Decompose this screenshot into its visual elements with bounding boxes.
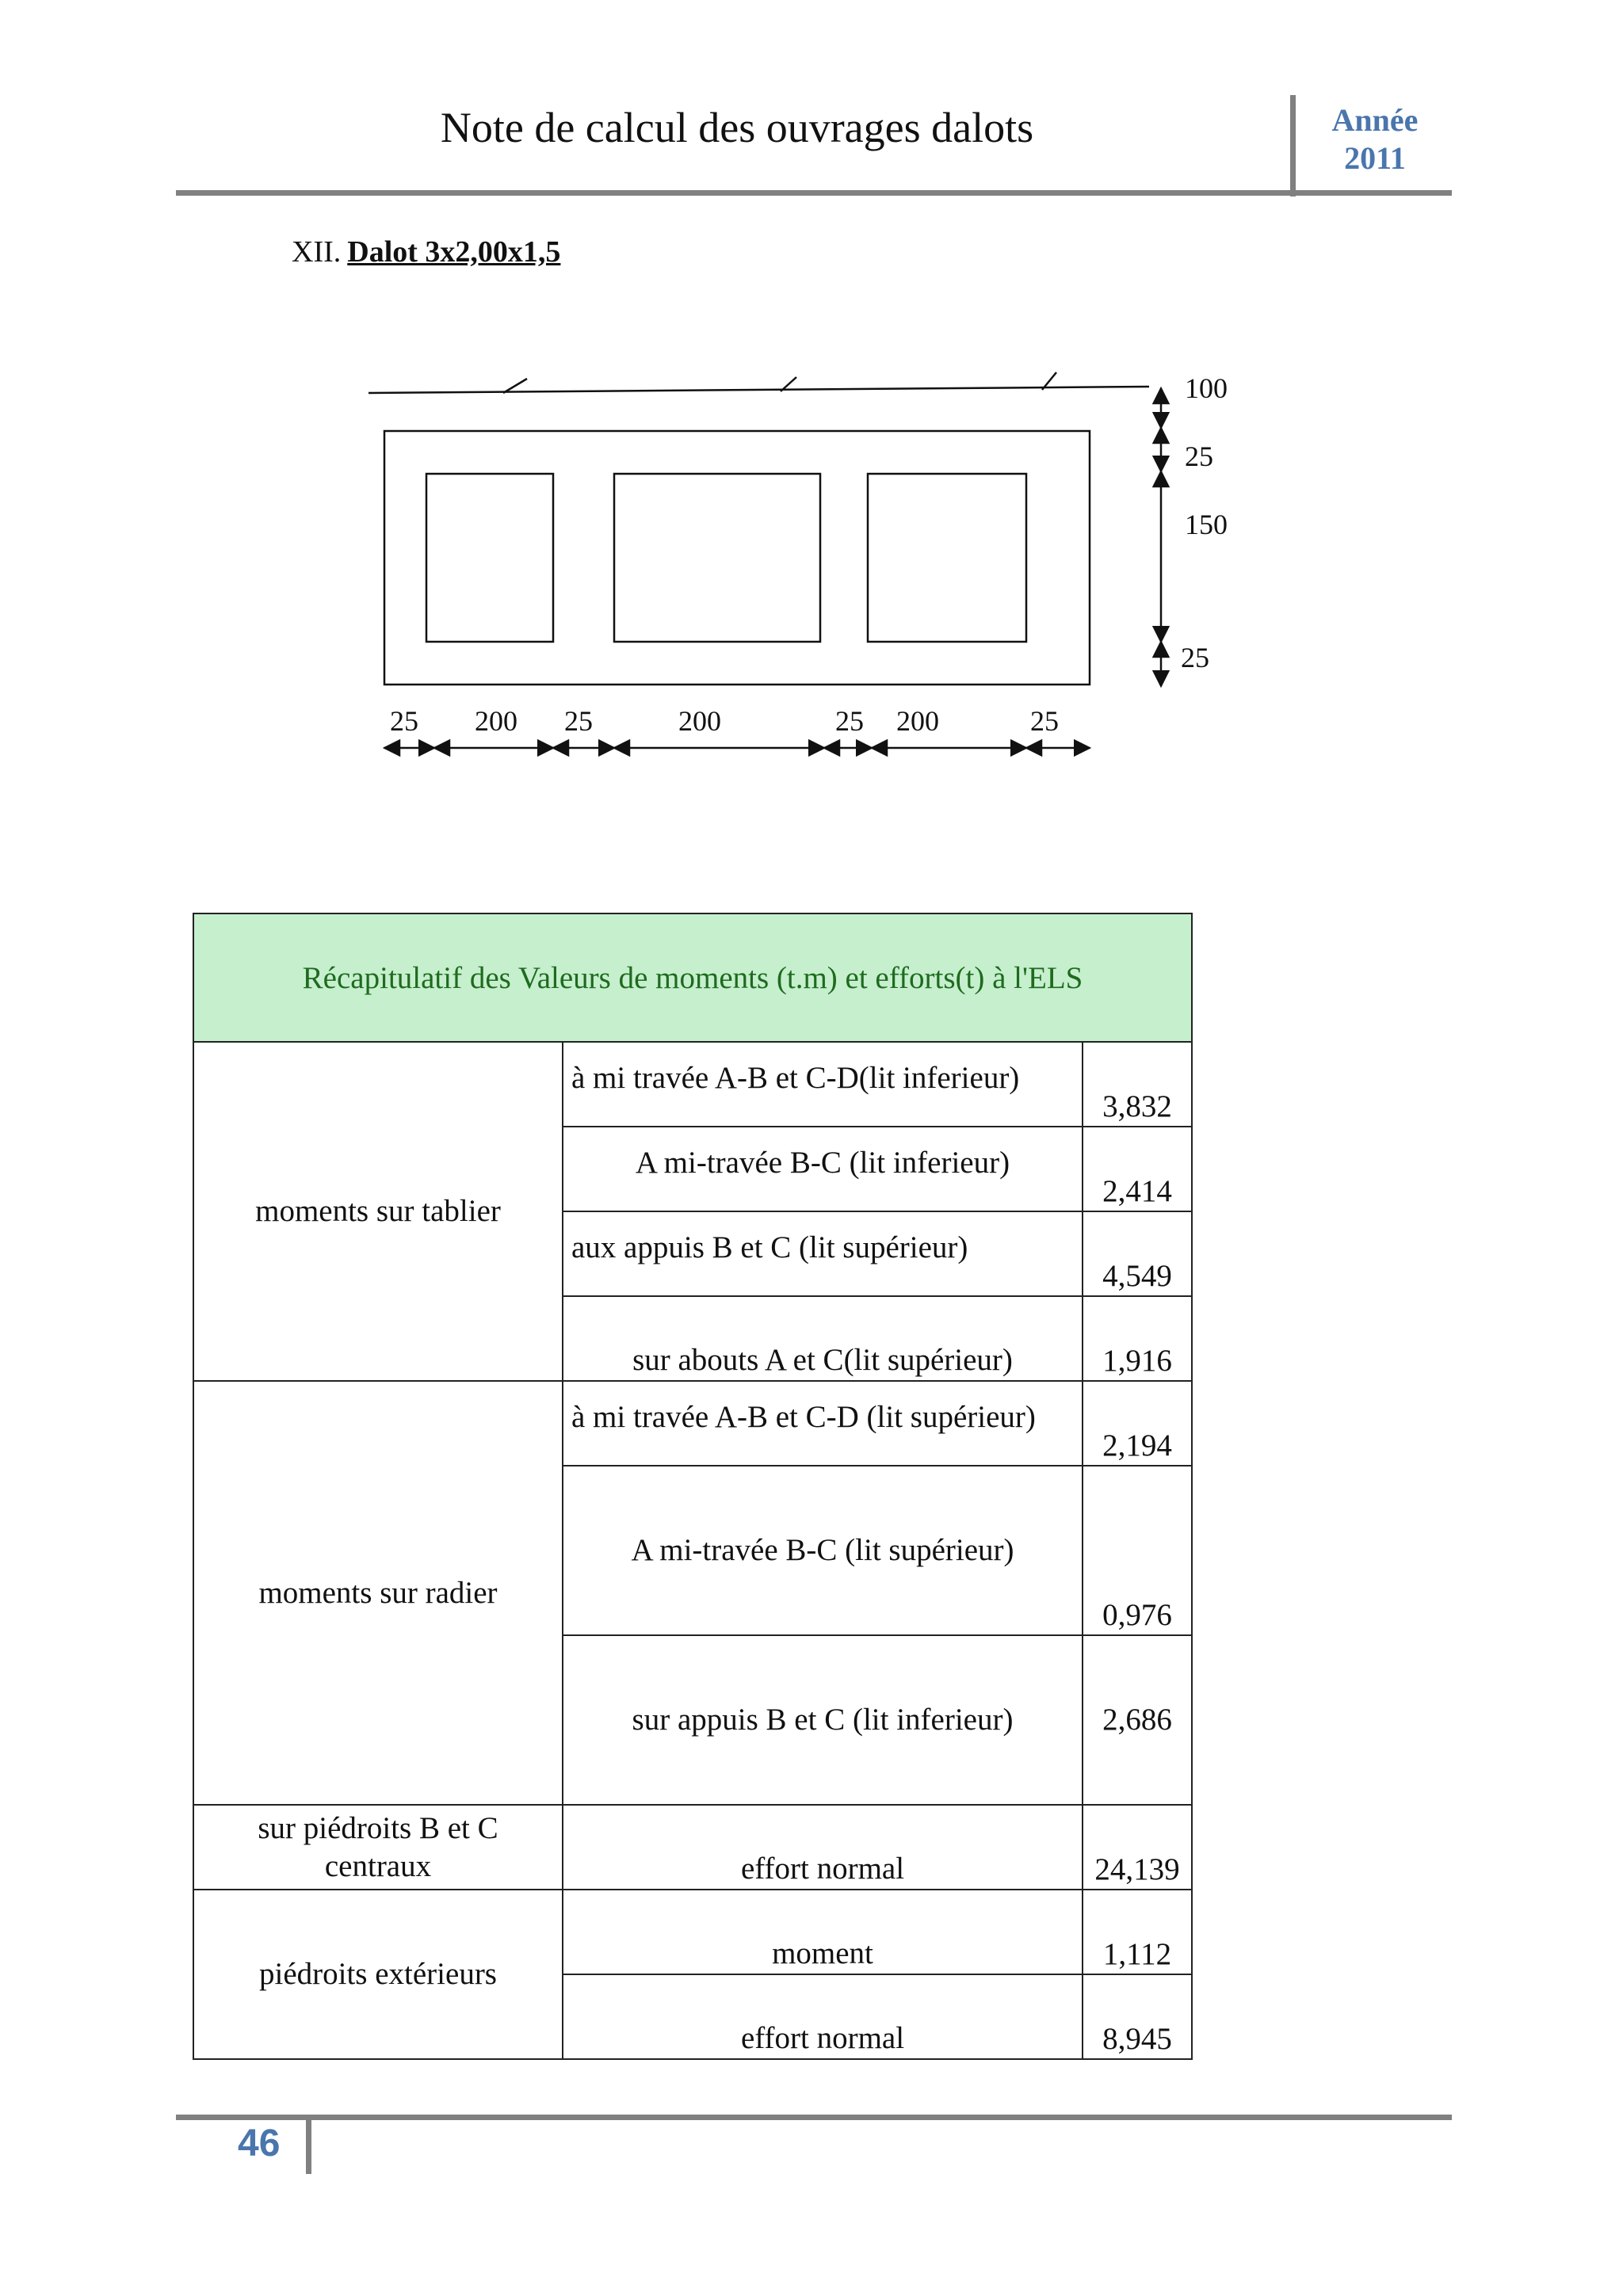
header-divider-vertical: [1290, 95, 1296, 196]
row-value: 2,194: [1083, 1381, 1192, 1466]
page-header-title: Note de calcul des ouvrages dalots: [440, 104, 1034, 151]
row-description: à mi travée A-B et C-D(lit inferieur): [563, 1042, 1083, 1127]
culvert-outer-frame: [384, 431, 1090, 685]
culvert-cell-1: [426, 474, 553, 642]
row-description: effort normal: [563, 1805, 1083, 1890]
dim-label-vertical: 25: [1185, 441, 1213, 472]
page-number: 46: [238, 2122, 281, 2164]
dim-label-horizontal: 25: [835, 705, 864, 737]
recap-table: [193, 913, 1193, 2060]
row-description: sur appuis B et C (lit inferieur): [563, 1635, 1083, 1805]
row-value: 1,112: [1083, 1890, 1192, 1974]
header-year-value: 2011: [1344, 140, 1406, 176]
row-value: 2,414: [1083, 1127, 1192, 1211]
row-value: 4,549: [1083, 1211, 1192, 1296]
dim-label-vertical: 150: [1185, 509, 1228, 540]
table-caption: Récapitulatif des Valeurs de moments (t.m) et efforts(t) à l'ELS: [193, 913, 1192, 1042]
group-label: moments sur radier: [193, 1381, 563, 1805]
row-value: 0,976: [1083, 1466, 1192, 1635]
dim-label-vertical: 100: [1185, 372, 1228, 404]
dim-label-horizontal: 200: [475, 705, 517, 737]
table-row: [193, 1381, 1192, 1466]
dim-label-horizontal: 200: [896, 705, 939, 737]
dim-label-horizontal: 25: [390, 705, 418, 737]
header-year-block: [1300, 101, 1450, 177]
row-value: 2,686: [1083, 1635, 1192, 1805]
row-description: à mi travée A-B et C-D (lit supérieur): [563, 1381, 1083, 1466]
header-year-label: Année: [1331, 102, 1419, 138]
row-value: 8,945: [1083, 1974, 1192, 2059]
row-description: A mi-travée B-C (lit supérieur): [563, 1466, 1083, 1635]
row-description: A mi-travée B-C (lit inferieur): [563, 1127, 1083, 1211]
row-value: 24,139: [1083, 1805, 1192, 1890]
group-label: piédroits extérieurs: [193, 1890, 563, 2059]
box-culvert-drawing: [349, 349, 1300, 776]
row-value: 3,832: [1083, 1042, 1192, 1127]
dim-label-horizontal: 25: [1030, 705, 1059, 737]
dim-label-vertical: 25: [1181, 642, 1209, 673]
row-description: aux appuis B et C (lit supérieur): [563, 1211, 1083, 1296]
footer-rule: [176, 2115, 1452, 2120]
row-value: 1,916: [1083, 1296, 1192, 1381]
table-row: [193, 1890, 1192, 1974]
section-number: XII.: [292, 235, 342, 269]
footer-divider-vertical: [306, 2119, 311, 2174]
header-rule: [176, 190, 1452, 196]
section-title: Dalot 3x2,00x1,5: [347, 235, 561, 269]
group-label: moments sur tablier: [193, 1042, 563, 1381]
row-description: sur abouts A et C(lit supérieur): [563, 1296, 1083, 1381]
table-row: [193, 1805, 1192, 1890]
group-label: sur piédroits B et C centraux: [193, 1805, 563, 1890]
row-description: effort normal: [563, 1974, 1083, 2059]
culvert-cell-3: [868, 474, 1026, 642]
row-description: moment: [563, 1890, 1083, 1974]
dim-label-horizontal: 25: [564, 705, 593, 737]
dim-label-horizontal: 200: [678, 705, 721, 737]
culvert-cell-2: [614, 474, 820, 642]
table-row: [193, 1042, 1192, 1127]
fill-surface-line: [369, 387, 1149, 393]
section-heading: [292, 235, 560, 269]
